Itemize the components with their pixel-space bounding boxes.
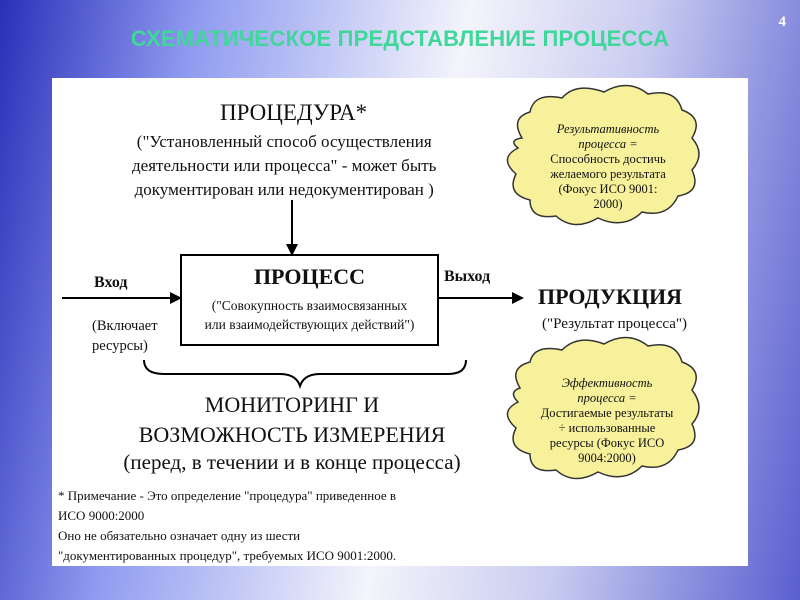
monitoring-heading [52,390,532,450]
diagram-panel [52,78,748,566]
footnote-line-4: "документированных процедур", требуемых ИСО 9001:2000. [58,548,397,563]
process-desc-line-2: или взаимодействующих действий") [204,317,415,332]
procedure-desc-line-3: документирован или недокументирован ) [134,180,434,199]
monitoring-brace [144,360,466,386]
procedure-title: ПРОЦЕДУРА* [220,100,368,125]
monitoring-line-1: МОНИТОРИНГ И [204,392,380,417]
process-title: ПРОЦЕСС [253,264,366,289]
efficiency-line-3: Достигаемые результаты [540,406,674,420]
footnote-line-1: * Примечание - Это определение "процедура" приведенное в [58,488,397,503]
efficiency-cloud-text [518,376,696,466]
slide-title: СХЕМАТИЧЕСКОЕ ПРЕДСТАВЛЕНИЕ ПРОЦЕССА [130,26,670,51]
efficiency-line-5: ресурсы (Фокус ИСО [549,436,665,450]
effectiveness-cloud-text [520,122,696,212]
output-arrowhead [512,292,524,304]
monitoring-line-2: ВОЗМОЖНОСТЬ ИЗМЕРЕНИЯ [138,422,446,447]
product-title: ПРОДУКЦИЯ [538,284,683,309]
product-description: ("Результат процесса") [542,316,687,332]
procedure-desc-line-1: ("Установленный способ осуществления [136,132,432,151]
procedure-description [132,130,436,202]
input-note-line-2: ресурсы) [92,338,148,354]
output-label: Выход [444,268,491,285]
monitoring-subtitle: (перед, в течении и в конце процесса) [123,450,461,474]
slide-number: 4 [778,14,786,30]
effectiveness-line-4: желаемого результата [550,167,666,181]
effectiveness-line-3: Способность достичь [550,152,666,166]
process-box [180,254,439,346]
efficiency-line-2: процесса = [577,391,637,405]
process-description [186,296,433,334]
efficiency-line-6: 9004:2000) [578,451,636,465]
footnote [58,486,396,566]
input-note-line-1: (Включает [92,318,158,334]
effectiveness-line-2: процесса = [578,137,638,151]
footnote-line-2: ИСО 9000:2000 [58,508,145,523]
efficiency-line-4: ÷ использованные [558,421,656,435]
input-label: Вход [94,274,128,291]
effectiveness-line-1: Результативность [556,122,660,136]
footnote-line-3: Оно не обязательно означает одну из шести [58,528,301,543]
procedure-desc-line-2: деятельности или процесса" - может быть [132,156,437,175]
input-note [92,316,158,356]
effectiveness-line-6: 2000) [593,197,623,211]
process-desc-line-1: ("Совокупность взаимосвязанных [211,298,408,313]
effectiveness-line-5: (Фокус ИСО 9001: [558,182,658,196]
efficiency-line-1: Эффективность [561,376,653,390]
